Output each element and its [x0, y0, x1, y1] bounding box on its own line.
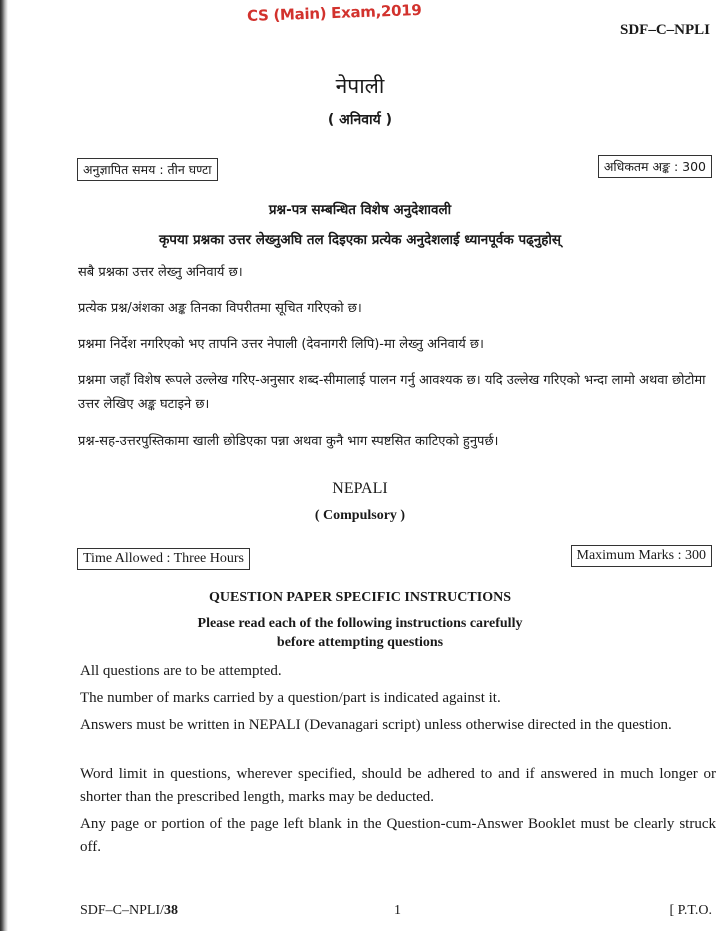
footer-code-number: 38 [164, 903, 179, 918]
footer-paper-code [80, 903, 178, 919]
nepali-max-marks: अधिकतम अङ्क : 300 [598, 155, 712, 178]
pto-label: [ P.T.O. [669, 903, 712, 918]
page-edge-shadow [0, 0, 8, 931]
english-subheading-2: before attempting questions [276, 635, 444, 650]
page-number: 1 [394, 903, 401, 918]
english-max-marks: Maximum Marks : 300 [571, 545, 713, 567]
nepali-instruction: सबै प्रश्नका उत्तर लेख्नु अनिवार्य छ। [78, 265, 243, 280]
nepali-time-allowed: अनुज्ञापित समय : तीन घण्टा [77, 158, 218, 181]
exam-stamp: CS (Main) Exam,2019 [246, 0, 422, 26]
english-subheading-1: Please read each of the following instructions carefully [197, 616, 523, 631]
english-instruction: All questions are to be attempted. [80, 663, 282, 679]
paper-code: SDF–C–NPLI [619, 22, 710, 38]
nepali-subtitle: ( अनिवार्य ) [327, 112, 393, 128]
nepali-instruction: प्रश्नमा जहाँ विशेष रूपले उल्लेख गरिए-अनुसार शब्द-सीमालाई पालन गर्नु आवश्यक छ। यदि उल्लेख गरिएको भन्दा लामो अथवा छोटोमा उत्तर लेखिए अङ्क घटाइने छ। [78, 373, 706, 412]
english-instruction: Answers must be written in NEPALI (Devanagari script) unless otherwise directed in the question. [80, 717, 672, 733]
english-title: NEPALI [332, 480, 388, 497]
nepali-subheading: कृपया प्रश्नका उत्तर लेख्नुअघि तल दिइएका प्रत्येक अनुदेशलाई ध्यानपूर्वक पढ्नुहोस् [158, 232, 562, 248]
english-instruction: Word limit in questions, wherever specified, should be adhered to and if answered in much longer or shorter than the prescribed length, marks may be deducted. [80, 766, 716, 805]
english-instruction: Any page or portion of the page left blank in the Question-cum-Answer Booklet must be clearly struck off. [80, 816, 716, 855]
english-heading: QUESTION PAPER SPECIFIC INSTRUCTIONS [209, 590, 511, 605]
nepali-heading: प्रश्न-पत्र सम्बन्धित विशेष अनुदेशावली [268, 202, 452, 218]
nepali-instruction: प्रत्येक प्रश्न/अंशका अङ्क तिनका विपरीतमा सूचित गरिएको छ। [78, 301, 362, 316]
english-instruction: The number of marks carried by a question/part is indicated against it. [80, 690, 501, 706]
footer-code-prefix: SDF–C–NPLI/ [80, 903, 165, 918]
nepali-title: नेपाली [335, 74, 385, 98]
english-subtitle: ( Compulsory ) [314, 508, 406, 523]
nepali-instruction: प्रश्नमा निर्देश नगरिएको भए तापनि उत्तर नेपाली (देवनागरी लिपि)-मा लेख्नु अनिवार्य छ। [78, 337, 484, 352]
english-time-allowed: Time Allowed : Three Hours [77, 548, 250, 570]
nepali-instruction: प्रश्न-सह-उत्तरपुस्तिकामा खाली छोडिएका पन्ना अथवा कुनै भाग स्पष्टसित काटिएको हुनुपर्छ। [78, 434, 499, 449]
